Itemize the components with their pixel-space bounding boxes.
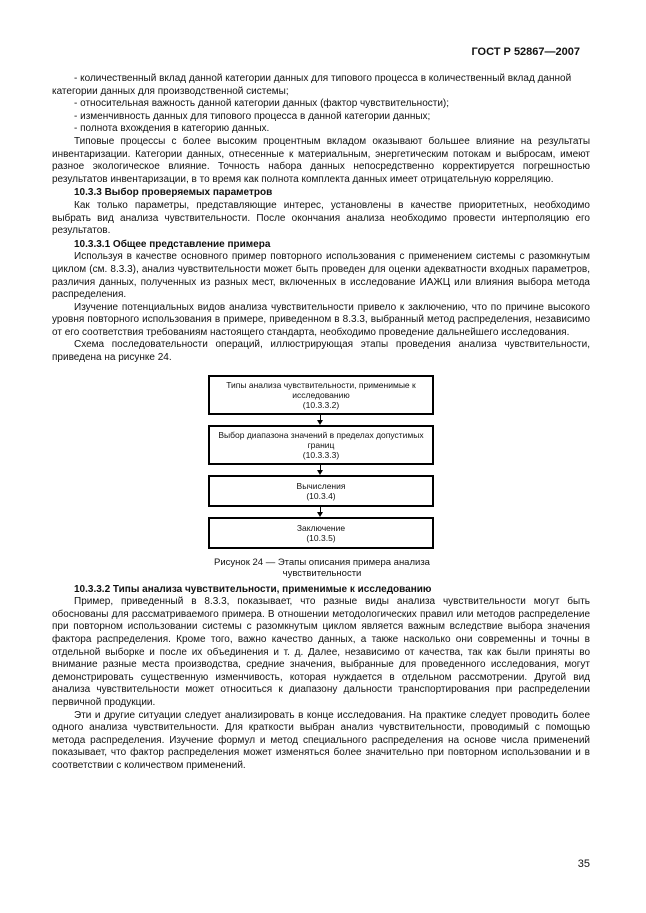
section-heading-10-3-3: 10.3.3 Выбор проверяемых параметров xyxy=(74,187,273,199)
page-number: 35 xyxy=(577,858,590,870)
arrow-down-icon xyxy=(208,415,434,425)
page-body xyxy=(52,73,590,773)
paragraph: Используя в качестве основного пример повторного использования с применением системы с разомкнутым циклом (см. 8.3.3), анализ чувствительности может быть проведен для оценки адекватности входных параметров, различия данных, полученных из разных мест, включенных в исследование ИАЖЦ или влияния выбора метода распределения. xyxy=(52,251,590,301)
flow-step-title: Заключение xyxy=(296,522,346,533)
paragraph: Пример, приведенный в 8.3.3, показывает, что разные виды анализа чувствительности могут быть обоснованы для рассматриваемого примера. В отношении методологических правил или методов распределение при повторном использовании системы с разомкнутым циклом является важным вследствие выбора значения фактора распределения. Кроме того, важно качество данных, а также насколько они современны и точны в отдельной выборке и после их объединения и т. д. Далее, независимо от качества, так как были приняты во внимание разные места производства, средние значения, выбранные для проведенного исследования, могут демонстрировать существенную изменчивость, которая нуждается в отдельном рассмотрении. Другой вид анализа чувствительности может относиться к диапазону дальности транспортирования при распределении первичной продукции. xyxy=(52,596,590,708)
flow-step-3 xyxy=(208,475,434,507)
section-heading-10-3-3-2: 10.3.3.2 Типы анализа чувствительности, применимые к исследованию xyxy=(74,583,432,595)
flow-step-ref: (10.3.3.2) xyxy=(302,399,340,410)
figure-caption: Рисунок 24 — Этапы описания примера анализа чувствительности xyxy=(214,556,430,580)
paragraph: Типовые процессы с более высоким процентным вкладом оказывают большее влияние на результаты инвентаризации. Категории данных, отнесенные к материальным, энергетическим потокам и выбросам, имеют разное экологическое влияние. Точность набора данных непосредственно корректируется погрешностью результатов инвентаризации, в то время как полнота комплекта данных имеет отрицательную корреляцию. xyxy=(52,135,590,185)
arrow-down-icon xyxy=(208,465,434,475)
section-heading-10-3-3-1: 10.3.3.1 Общее представление примера xyxy=(74,238,271,250)
list-item: - относительная важность данной категории данных (фактор чувствительности); xyxy=(74,98,450,110)
flow-step-1 xyxy=(208,375,434,415)
flow-step-ref: (10.3.4) xyxy=(306,490,336,501)
list-item: - количественный вклад данной категории данных для типового процесса в количественный вклад данной категории данных для производственной системы; xyxy=(52,73,572,97)
flowchart xyxy=(208,375,434,549)
flow-step-title: Типы анализа чувствительности, применимые к исследованию xyxy=(226,379,416,400)
list-item: - полнота вхождения в категорию данных. xyxy=(74,123,270,135)
paragraph: Эти и другие ситуации следует анализировать в конце исследования. На практике следует проводить более одного анализа чувствительности. Для краткости выбран анализ чувствительности, проводимый с помощью метода распределения. Изучение формул и метод специального распределения на основе числа применений показывает, что фактор распределения может изменяться более значительно при повторном использовании и в соответствии с количеством применений. xyxy=(52,709,590,771)
flow-step-2 xyxy=(208,425,434,465)
paragraph: Изучение потенциальных видов анализа чувствительности привело к заключению, что по причине высокого уровня повторного использования в примере, приведенном в 8.3.3, выбранный метод распределения, независимо от его соответствия требованиям настоящего стандарта, необходимо проведение дальнейшего исследования. xyxy=(52,301,590,338)
document-header: ГОСТ Р 52867—2007 xyxy=(471,46,580,58)
list-item: - изменчивность данных для типового процесса в данной категории данных; xyxy=(74,110,431,122)
paragraph: Как только параметры, представляющие интерес, установлены в качестве приоритетных, необходимо выбрать вид анализа чувствительности. После окончания анализа необходимо провести интерполяцию его результатов. xyxy=(52,199,590,237)
flow-step-ref: (10.3.3.3) xyxy=(302,449,340,460)
paragraph: Схема последовательности операций, иллюстрирующая этапы проведения анализа чувствительности, приведена на рисунке 24. xyxy=(52,339,590,364)
flow-step-4 xyxy=(208,517,434,549)
flow-step-title: Выбор диапазона значений в пределах допустимых границ xyxy=(218,429,424,450)
flow-step-title: Вычисления xyxy=(296,480,346,491)
flow-step-ref: (10.3.5) xyxy=(306,532,336,543)
arrow-down-icon xyxy=(208,507,434,517)
